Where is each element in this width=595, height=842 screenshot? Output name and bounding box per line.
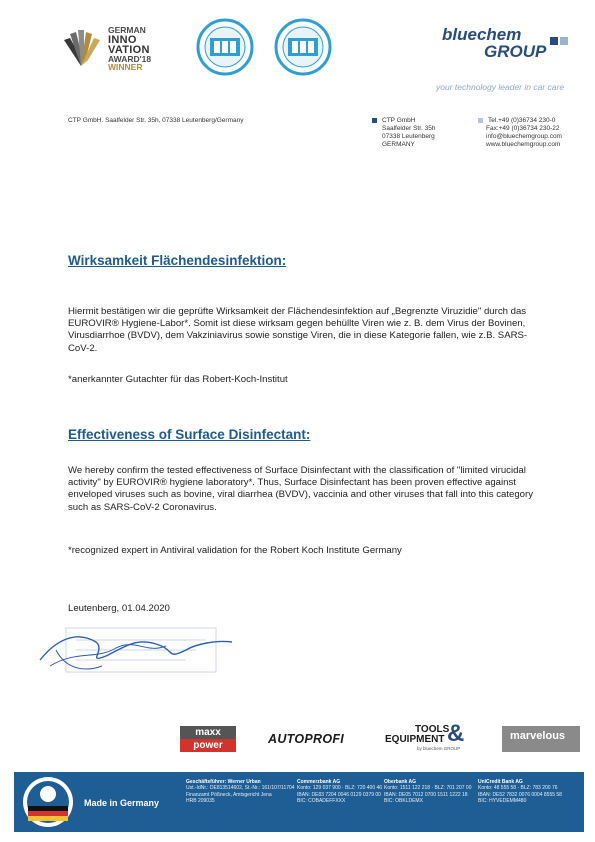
footer-line: IBAN: DE05 7012 0700 1511 1222 18 bbox=[384, 791, 468, 798]
ampersand-text: & bbox=[447, 720, 465, 747]
sender-line: CTP GmbH. Saalfelder Str. 35h, 07338 Leutenberg/Germany bbox=[68, 117, 244, 124]
tools-text: TOOLS bbox=[415, 724, 450, 735]
english-title: Effectiveness of Surface Disinfectant: bbox=[68, 427, 311, 442]
certification-seal-icon bbox=[196, 18, 254, 76]
footer-heading: Geschäftsführer: Werner Urban bbox=[186, 779, 261, 785]
address-line: Saalfelder Str. 35h bbox=[382, 125, 436, 132]
company-contact bbox=[478, 117, 562, 149]
footer-line: Konto: 1511 122 218 · BLZ: 701 207 00 bbox=[384, 785, 472, 792]
footer-line: BIC: COBADEFFXXX bbox=[297, 798, 346, 805]
footer-bank-unicredit bbox=[478, 779, 562, 805]
footer-line: Konto: 129 037 900 · BLZ: 720 400 46 bbox=[297, 785, 383, 792]
footer-heading: Commerzbank AG bbox=[297, 779, 341, 785]
innovation-award-logo bbox=[60, 24, 180, 72]
footer-line: BIC: OBKLDEMX bbox=[384, 798, 423, 805]
maxx-power-logo bbox=[180, 726, 236, 752]
brand-group: GROUP bbox=[484, 42, 547, 61]
footer-bank-commerzbank bbox=[297, 779, 382, 805]
footer-heading: UniCredit Bank AG bbox=[478, 779, 523, 785]
footer-band bbox=[14, 772, 584, 832]
award-line-4: AWARD'18 bbox=[108, 53, 152, 64]
address-line: CTP GmbH bbox=[382, 117, 416, 124]
english-body: We hereby confirm the tested effectiveness of Surface Disinfectant with the classification of "limited virucidal activity" by EUROVIR® hygiene laboratory*. Thus, Surface Disinfectant has been proven effective against enveloped viruses such as bovine, viral diarrhea (BVDV), vaccinia and other viruses that fall into this category such as SARS-CoV-2 Coronavirus. bbox=[68, 465, 533, 513]
german-body: Hiermit bestätigen wir die geprüfte Wirksamkeit der Flächendesinfektion auf „Begrenzte Viruzidie" durch das EUROVIR® Hygiene-Labor*. Somit ist diese wirksam gegen behüllte Viren wie z. B. dem Virus der Bovinen, Virusdiarrhoe (BVDV), dem Vakziniavirus sowie sonstige Viren, die in diese Kategorie fallen, wie z.B. SARS-CoV-2. bbox=[68, 306, 528, 354]
footer-line: Finanzamt Pößneck, Amtsgericht Jena bbox=[186, 791, 272, 798]
footer-line: Ust.-IdNr.: DE813514602, St.-Nr.: 161/107/11704 bbox=[186, 785, 295, 792]
tools-equipment-logo bbox=[385, 720, 475, 756]
marvelous-logo: marvelous bbox=[502, 726, 580, 752]
square-bullet-icon bbox=[372, 118, 377, 123]
award-line-5: WINNER bbox=[108, 62, 143, 72]
certification-seal-icon bbox=[274, 18, 332, 76]
address-line: GERMANY bbox=[382, 141, 415, 148]
footer-heading: Oberbank AG bbox=[384, 779, 417, 785]
footer-line: IBAN: DE83 7204 0046 0129 0379 00 bbox=[297, 791, 381, 798]
place-date: Leutenberg, 01.04.2020 bbox=[68, 603, 170, 614]
contact-website: www.bluechemgroup.com bbox=[486, 141, 561, 148]
award-line-2: INNO bbox=[108, 33, 137, 46]
brand-name: bluechem bbox=[442, 25, 522, 44]
bluechem-logo bbox=[442, 26, 572, 61]
german-title: Wirksamkeit Flächendesinfektion: bbox=[68, 253, 287, 268]
partner-logos bbox=[180, 720, 580, 756]
footer-line: Konto: 48 555 58 · BLZ: 783 200 76 bbox=[478, 785, 558, 792]
award-line-1: GERMAN bbox=[108, 25, 146, 35]
contact-line: Tel.+49 (0)36734 230-0 bbox=[488, 117, 556, 124]
company-address bbox=[372, 117, 435, 149]
german-note: *anerkannter Gutachter für das Robert-Koch-Institut bbox=[68, 374, 288, 385]
brand-squares-icon bbox=[550, 32, 570, 50]
square-bullet-icon bbox=[478, 118, 483, 123]
power-text: power bbox=[180, 739, 236, 752]
footer-line: IBAN: DE52 7832 0076 0004 8555 58 bbox=[478, 791, 562, 798]
english-note: *recognized expert in Antiviral validation for the Robert Koch Institute Germany bbox=[68, 545, 402, 556]
tools-byline: by bluechem GROUP bbox=[417, 746, 461, 751]
award-wing-icon bbox=[60, 26, 102, 68]
footer-line: BIC: HYVEDEMM480 bbox=[478, 798, 527, 805]
footer-bank-oberbank bbox=[384, 779, 471, 805]
brand-tagline: your technology leader in car care bbox=[436, 82, 565, 92]
contact-line: Fax:+49 (0)36734 230-22 bbox=[486, 125, 560, 132]
autoprofi-logo: AUTOPROFI bbox=[268, 732, 345, 746]
maxx-text: maxx bbox=[180, 726, 236, 739]
footer-company-info bbox=[186, 779, 295, 805]
tuv-seal-icon bbox=[22, 776, 74, 828]
made-in-germany: Made in Germany bbox=[84, 798, 160, 808]
award-line-3: VATION bbox=[108, 43, 150, 56]
contact-email: info@bluechemgroup.com bbox=[486, 133, 562, 140]
equipment-text: EQUIPMENT bbox=[385, 734, 445, 745]
footer-line: HRB 209035 bbox=[186, 798, 215, 805]
address-line: 07338 Leutenberg bbox=[382, 133, 435, 140]
signature-stamp bbox=[36, 620, 236, 680]
